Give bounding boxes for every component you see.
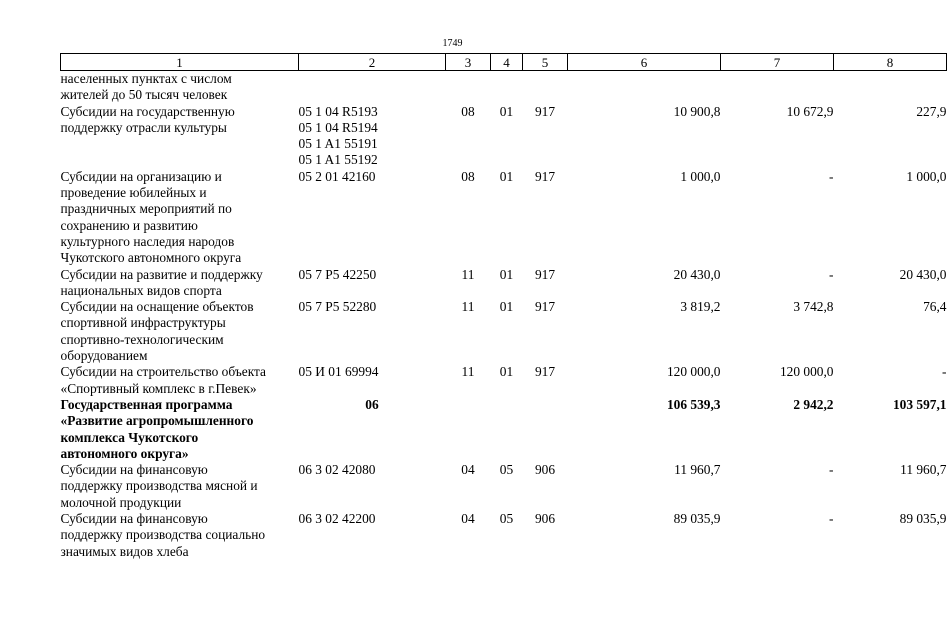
row-name-line: поддержку производства мясной и bbox=[60, 478, 258, 494]
total-amount: 11 960,7 bbox=[674, 462, 721, 478]
ministry-code: 906 bbox=[534, 462, 556, 478]
subsection-code bbox=[491, 71, 523, 104]
row-classification-code bbox=[299, 462, 446, 511]
subsection-code: 01 bbox=[499, 103, 514, 119]
table-row bbox=[61, 299, 947, 364]
total-amount: 10 900,8 bbox=[673, 103, 721, 119]
table-row bbox=[61, 364, 947, 397]
code-line: 05 1 04 R5194 bbox=[298, 119, 378, 135]
row-name-line: спортивной инфраструктуры bbox=[60, 315, 226, 331]
row-name-line: сохранению и развитию bbox=[60, 217, 198, 233]
ministry-code: 917 bbox=[534, 364, 556, 380]
row-name bbox=[61, 299, 299, 364]
row-classification-code bbox=[299, 299, 446, 364]
subsection-code: 01 bbox=[499, 364, 514, 380]
row-name-line: молочной продукции bbox=[60, 494, 182, 510]
code-line: 05 1 04 R5193 bbox=[298, 103, 378, 119]
column-header-5: 5 bbox=[523, 54, 568, 71]
table-row bbox=[61, 71, 947, 104]
row-name-line: Субсидии на строительство объекта bbox=[60, 364, 266, 380]
row-name-line: Субсидии на государственную bbox=[60, 103, 235, 119]
code-line: 06 3 02 42200 bbox=[298, 511, 376, 527]
table-row bbox=[61, 511, 947, 560]
section-code: 04 bbox=[461, 511, 475, 527]
row-name-line: Чукотского автономного округа bbox=[60, 250, 242, 266]
federal-amount: - bbox=[829, 168, 834, 184]
regional-amount bbox=[834, 71, 947, 104]
row-name-line: спортивно-технологическим bbox=[60, 331, 224, 347]
row-name-line: национальных видов спорта bbox=[60, 282, 222, 298]
ministry-code: 917 bbox=[534, 103, 556, 119]
subsection-code: 01 bbox=[499, 299, 514, 315]
row-name bbox=[61, 511, 299, 560]
row-name-line: Государственная программа bbox=[60, 396, 233, 412]
table-row bbox=[61, 397, 947, 462]
code-line: 05 1 A1 55191 bbox=[298, 136, 378, 152]
row-name-line: Субсидии на организацию и bbox=[60, 168, 222, 184]
column-header-2: 2 bbox=[299, 54, 446, 71]
total-amount: 20 430,0 bbox=[673, 266, 721, 282]
row-name-line: жителей до 50 тысяч человек bbox=[60, 87, 228, 103]
federal-amount: 2 942,2 bbox=[793, 396, 834, 412]
code-line: 05 7 P5 52280 bbox=[298, 299, 377, 315]
regional-amount: 1 000,0 bbox=[906, 168, 947, 184]
code-line: 06 3 02 42080 bbox=[298, 462, 376, 478]
row-name-line: проведение юбилейных и bbox=[60, 185, 207, 201]
code-line: 06 bbox=[365, 396, 379, 412]
row-name-line: значимых видов хлеба bbox=[60, 543, 189, 559]
code-line: 05 1 A1 55192 bbox=[298, 152, 378, 168]
row-name-line: Субсидии на развитие и поддержку bbox=[60, 266, 263, 282]
ministry-code bbox=[523, 397, 568, 462]
row-name-line: праздничных мероприятий по bbox=[60, 201, 232, 217]
row-name bbox=[61, 104, 299, 169]
section-code: 11 bbox=[461, 299, 475, 315]
subsection-code: 01 bbox=[499, 168, 514, 184]
row-name-line: Субсидии на финансовую bbox=[60, 511, 208, 527]
column-header-4: 4 bbox=[491, 54, 523, 71]
regional-amount: 76,4 bbox=[923, 299, 947, 315]
subsection-code bbox=[491, 397, 523, 462]
regional-amount: - bbox=[942, 364, 947, 380]
row-name-line: автономного округа» bbox=[60, 445, 189, 461]
federal-amount bbox=[721, 71, 834, 104]
subsection-code: 05 bbox=[499, 511, 514, 527]
row-classification-code bbox=[299, 364, 446, 397]
table-row bbox=[61, 169, 947, 267]
code-line: 05 И 01 69994 bbox=[298, 364, 379, 380]
row-name-line: поддержку отрасли культуры bbox=[60, 119, 227, 135]
federal-amount: 10 672,9 bbox=[786, 103, 834, 119]
ministry-code: 917 bbox=[534, 266, 556, 282]
section-code: 08 bbox=[461, 168, 475, 184]
code-line: 05 2 01 42160 bbox=[298, 168, 376, 184]
row-name-line: поддержку производства социально bbox=[60, 527, 266, 543]
section-code bbox=[446, 397, 491, 462]
regional-amount: 20 430,0 bbox=[899, 266, 947, 282]
column-header-7: 7 bbox=[721, 54, 834, 71]
row-name-line: комплекса Чукотского bbox=[60, 429, 199, 445]
row-name bbox=[61, 169, 299, 267]
section-code: 08 bbox=[461, 103, 475, 119]
total-amount: 106 539,3 bbox=[666, 396, 721, 412]
federal-amount: 3 742,8 bbox=[793, 299, 834, 315]
ministry-code: 906 bbox=[534, 511, 556, 527]
total-amount: 1 000,0 bbox=[680, 168, 721, 184]
row-name-line: культурного наследия народов bbox=[60, 233, 235, 249]
federal-amount: 120 000,0 bbox=[779, 364, 834, 380]
row-name-line: «Спортивный комплекс в г.Певек» bbox=[60, 380, 257, 396]
column-header-3: 3 bbox=[446, 54, 491, 71]
row-name bbox=[61, 267, 299, 300]
row-name-line: населенных пунктах с числом bbox=[60, 71, 232, 86]
header-row bbox=[61, 54, 947, 71]
regional-amount: 103 597,1 bbox=[892, 396, 947, 412]
subsection-code: 05 bbox=[499, 462, 514, 478]
row-classification-code bbox=[299, 71, 446, 104]
column-header-6: 6 bbox=[568, 54, 721, 71]
federal-amount: - bbox=[829, 462, 834, 478]
column-header-8: 8 bbox=[834, 54, 947, 71]
row-name-line: оборудованием bbox=[60, 348, 148, 364]
code-line: 05 7 P5 42250 bbox=[298, 266, 377, 282]
regional-amount: 227,9 bbox=[916, 103, 947, 119]
table-row bbox=[61, 267, 947, 300]
row-name bbox=[61, 397, 299, 462]
federal-amount: - bbox=[829, 266, 834, 282]
row-name bbox=[61, 364, 299, 397]
table-body bbox=[61, 71, 947, 560]
row-classification-code bbox=[299, 511, 446, 560]
total-amount: 89 035,9 bbox=[673, 511, 721, 527]
table-row bbox=[61, 462, 947, 511]
section-code: 11 bbox=[461, 266, 475, 282]
regional-amount: 11 960,7 bbox=[900, 462, 947, 478]
column-header-1: 1 bbox=[61, 54, 299, 71]
row-classification-code bbox=[299, 267, 446, 300]
ministry-code: 917 bbox=[534, 299, 556, 315]
ministry-code: 917 bbox=[534, 168, 556, 184]
section-code: 04 bbox=[461, 462, 475, 478]
row-name bbox=[61, 71, 299, 104]
total-amount: 3 819,2 bbox=[680, 299, 721, 315]
row-classification-code bbox=[299, 104, 446, 169]
row-classification-code bbox=[299, 169, 446, 267]
total-amount bbox=[568, 71, 721, 104]
page-number: 1749 bbox=[442, 38, 463, 49]
section-code bbox=[446, 71, 491, 104]
row-name-line: «Развитие агропромышленного bbox=[60, 413, 254, 429]
regional-amount: 89 035,9 bbox=[899, 511, 947, 527]
table-row bbox=[61, 104, 947, 169]
section-code: 11 bbox=[461, 364, 475, 380]
budget-table bbox=[60, 53, 947, 560]
row-name-line: Субсидии на финансовую bbox=[60, 462, 208, 478]
total-amount: 120 000,0 bbox=[666, 364, 721, 380]
federal-amount: - bbox=[829, 511, 834, 527]
row-name-line: Субсидии на оснащение объектов bbox=[60, 299, 254, 315]
row-classification-code bbox=[299, 397, 446, 462]
row-name bbox=[61, 462, 299, 511]
ministry-code bbox=[523, 71, 568, 104]
subsection-code: 01 bbox=[499, 266, 514, 282]
